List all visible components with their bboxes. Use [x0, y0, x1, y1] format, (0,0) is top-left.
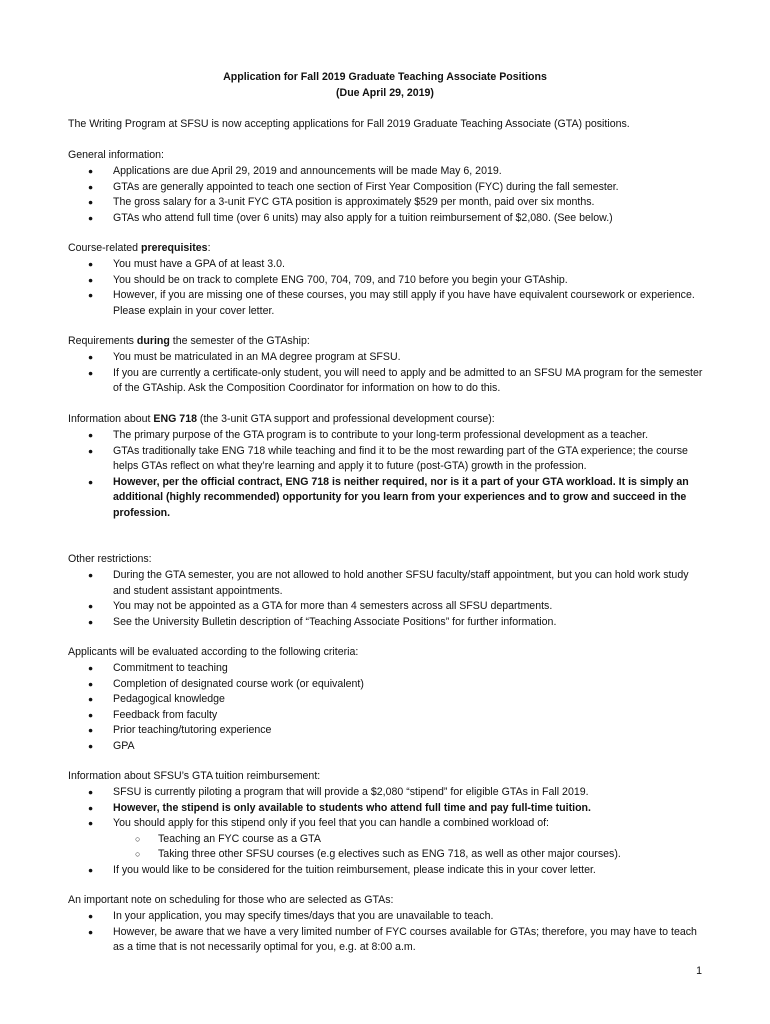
scheduling-heading: An important note on scheduling for those who are selected as GTAs:: [68, 894, 394, 906]
eng718-heading: [68, 412, 708, 428]
list-item: ● SFSU is currently piloting a program that will provide a $2,080 “stipend” for eligible GTAs in Fall 2019.: [68, 785, 708, 801]
criteria-heading: Applicants will be evaluated according to the following criteria:: [68, 646, 359, 658]
list-item: ● Feedback from faculty: [68, 708, 708, 724]
list-item: ● You must be matriculated in an MA degree program at SFSU.: [68, 350, 708, 366]
list-item: ● Completion of designated course work (or equivalent): [68, 677, 708, 693]
list-item: ● You should be on track to complete ENG 700, 704, 709, and 710 before you begin your GTAship.: [68, 273, 708, 289]
list-item: ● GPA: [68, 739, 708, 755]
prereq-section: [68, 241, 708, 319]
during-section: [68, 334, 708, 397]
scheduling-list: [68, 909, 708, 956]
list-item-bold: ● However, per the official contract, ENG 718 is neither required, nor is it a part of your GTA workload. It is simply an additional (highly recommended) opportunity for you learn from your experiences and to grow and succeed in the profession.: [68, 475, 708, 522]
general-list: [68, 164, 708, 226]
list-item: ● GTAs who attend full time (over 6 units) may also apply for a tuition reimbursement of $2,080. (See below.): [68, 211, 708, 227]
list-item-bold: ● However, the stipend is only available to students who attend full time and pay full-time tuition.: [68, 801, 708, 817]
list-item: ● If you are currently a certificate-only student, you will need to apply and be admitted to an SFSU MA program for the semester of the GTAship. Ask the Composition Coordinator for information on how to do this.: [68, 366, 708, 397]
during-list: [68, 350, 708, 397]
heading-text: the semester of the GTAship:: [169, 335, 310, 347]
list-item: ● You may not be appointed as a GTA for more than 4 semesters across all SFSU departments.: [68, 599, 708, 615]
prereq-heading: [68, 241, 708, 257]
list-item: ● The primary purpose of the GTA program is to contribute to your long-term professional development as a teacher.: [68, 428, 708, 444]
list-item: ● Prior teaching/tutoring experience: [68, 723, 708, 739]
heading-text: Information about: [68, 413, 154, 425]
heading-text: (the 3-unit GTA support and professional development course):: [196, 413, 495, 425]
prereq-list: [68, 257, 708, 319]
during-heading: [68, 334, 708, 350]
list-item: ● GTAs are generally appointed to teach one section of First Year Composition (FYC) during the fall semester.: [68, 180, 708, 196]
criteria-section: [68, 645, 708, 754]
list-item: ● Applications are due April 29, 2019 and announcements will be made May 6, 2019.: [68, 164, 708, 180]
heading-text: Requirements: [68, 335, 137, 347]
document-title: [68, 70, 702, 102]
list-item: ● During the GTA semester, you are not allowed to hold another SFSU faculty/staff appointment, but you can hold work study and student assistant appointments.: [68, 568, 708, 599]
heading-emphasis: during: [136, 335, 170, 347]
scheduling-section: [68, 893, 708, 956]
list-item: ● In your application, you may specify times/days that you are unavailable to teach.: [68, 909, 708, 925]
title-line-1: Application for Fall 2019 Graduate Teaching Associate Positions: [223, 71, 547, 83]
general-section: [68, 148, 708, 226]
general-heading: General information:: [68, 149, 164, 161]
page-number: 1: [696, 965, 702, 977]
tuition-list: [68, 785, 708, 878]
title-line-2: (Due April 29, 2019): [336, 87, 434, 99]
sub-list-item: ○ Teaching an FYC course as a GTA: [68, 832, 708, 848]
restrictions-section: [68, 552, 708, 630]
list-item: ● Pedagogical knowledge: [68, 692, 708, 708]
list-item: ● You must have a GPA of at least 3.0.: [68, 257, 708, 273]
heading-emphasis: prerequisites: [141, 242, 208, 254]
eng718-section: [68, 412, 708, 521]
sub-list-item: ○ Taking three other SFSU courses (e.g electives such as ENG 718, as well as other major courses).: [68, 847, 708, 863]
intro-paragraph: The Writing Program at SFSU is now accepting applications for Fall 2019 Graduate Teaching Associate (GTA) positions.: [68, 118, 630, 130]
list-item: ● The gross salary for a 3-unit FYC GTA position is approximately $529 per month, paid over six months.: [68, 195, 708, 211]
heading-emphasis: ENG 718: [153, 413, 197, 425]
criteria-list: [68, 661, 708, 754]
heading-text: :: [207, 242, 211, 254]
list-item: ● See the University Bulletin description of “Teaching Associate Positions” for further information.: [68, 615, 708, 631]
list-item: ● However, if you are missing one of these courses, you may still apply if you have have equivalent coursework or experience. Please explain in your cover letter.: [68, 288, 708, 319]
tuition-heading: Information about SFSU’s GTA tuition reimbursement:: [68, 770, 321, 782]
eng718-list: [68, 428, 708, 521]
list-item: ● You should apply for this stipend only if you feel that you can handle a combined workload of:: [68, 816, 708, 832]
list-item: ● Commitment to teaching: [68, 661, 708, 677]
restrictions-heading: Other restrictions:: [68, 553, 152, 565]
heading-text: Course-related: [68, 242, 142, 254]
list-item: ● If you would like to be considered for the tuition reimbursement, please indicate this in your cover letter.: [68, 863, 708, 879]
restrictions-list: [68, 568, 708, 630]
list-item: ● However, be aware that we have a very limited number of FYC courses available for GTAs; therefore, you may have to teach as a time that is not necessarily optimal for you, e.g. at 8:00 a.m.: [68, 925, 708, 956]
tuition-section: [68, 769, 708, 878]
list-item: ● GTAs traditionally take ENG 718 while teaching and find it to be the most rewarding part of the GTA experience; the course helps GTAs reflect on what they’re learning and apply it to future (post-GTA) growth in the profession.: [68, 444, 708, 475]
